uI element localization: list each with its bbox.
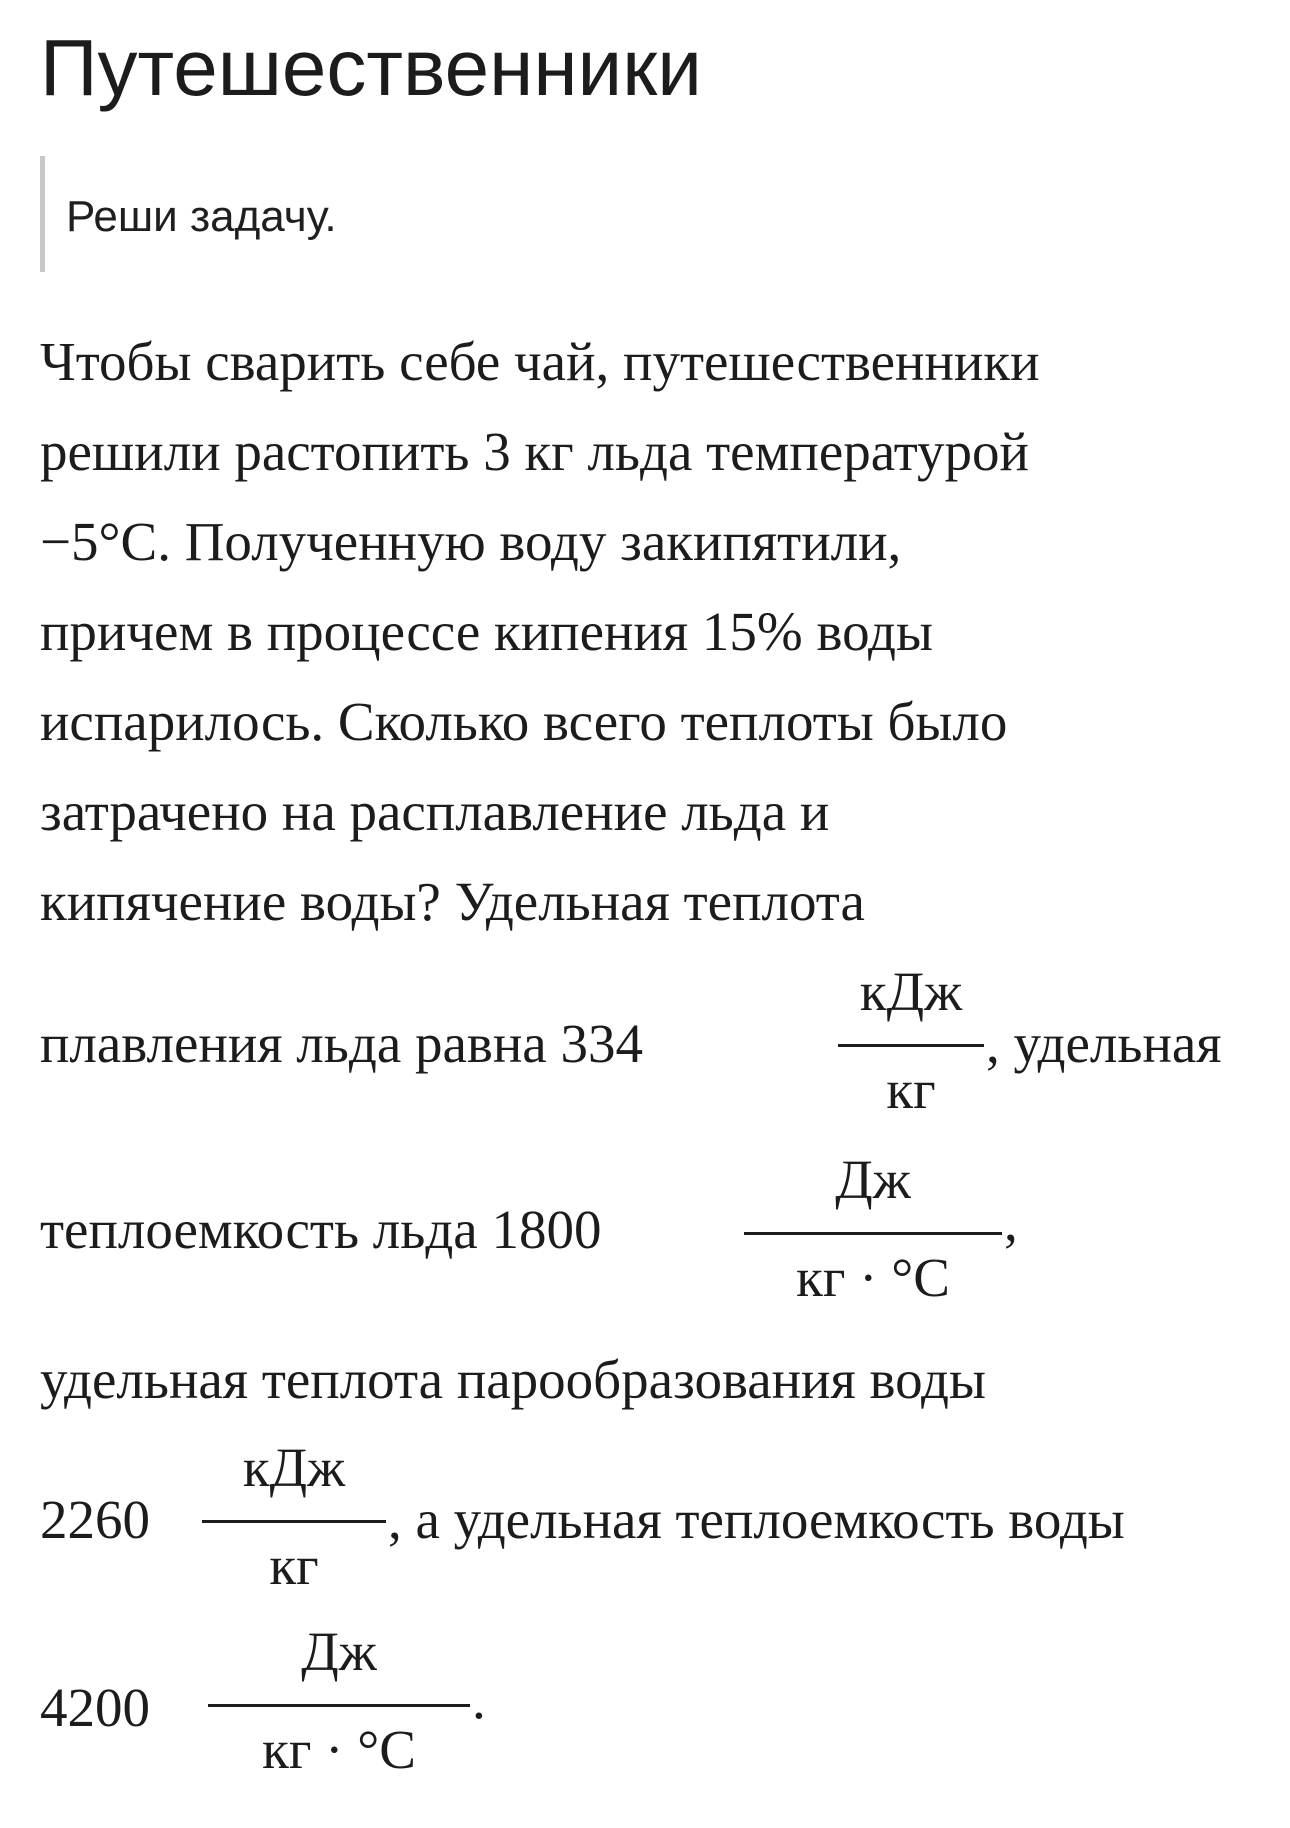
fraction-numerator: кДж [859,961,963,1022]
fraction-bar [838,1044,984,1047]
water-heat-fraction [208,1620,470,1790]
vapor-line: удельная теплота парообразования воды [40,1349,986,1410]
melting-prefix: плавления льда равна 334 [40,1013,643,1074]
problem-line: затрачено на расплавление льда и [40,781,830,842]
fraction-numerator: Дж [301,1621,377,1682]
fraction-denominator: кг [269,1535,319,1596]
fraction-bar [744,1232,1002,1235]
fraction-bar [208,1704,470,1707]
problem-line: причем в процессе кипения 15% воды [40,601,933,662]
problem-line: Чтобы сварить себе чай, путешественники [40,331,1040,392]
melting-suffix: , удельная [986,1013,1222,1074]
page-title: Путешественники [40,23,702,112]
quote-text: Реши задачу. [66,192,337,241]
vapor-fraction [202,1436,386,1606]
fraction-numerator: Дж [835,1149,911,1210]
fraction-denominator: кг [886,1059,936,1120]
vapor-prefix: 2260 [40,1489,150,1550]
water-heat-prefix: 4200 [40,1677,150,1738]
quote-block [40,156,640,272]
problem-line: кипячение воды? Удельная теплота [40,871,865,932]
fraction-bar [202,1520,386,1523]
fraction-numerator: кДж [242,1437,346,1498]
water-heat-suffix: . [472,1669,486,1730]
ice-heat-fraction [744,1148,1002,1318]
fraction-denominator: кг · °C [796,1247,950,1308]
problem-line: решили растопить 3 кг льда температурой [40,421,1029,482]
ice-heat-prefix: теплоемкость льда 1800 [40,1199,602,1260]
vapor-suffix: , а удельная теплоемкость воды [388,1489,1125,1550]
problem-line: испарилось. Сколько всего теплоты было [40,691,1008,752]
fraction-denominator: кг · °C [262,1719,416,1780]
melting-fraction [838,960,984,1130]
problem-line: −5°C. Полученную воду закипятили, [40,511,902,572]
ice-heat-suffix: , [1004,1191,1018,1252]
